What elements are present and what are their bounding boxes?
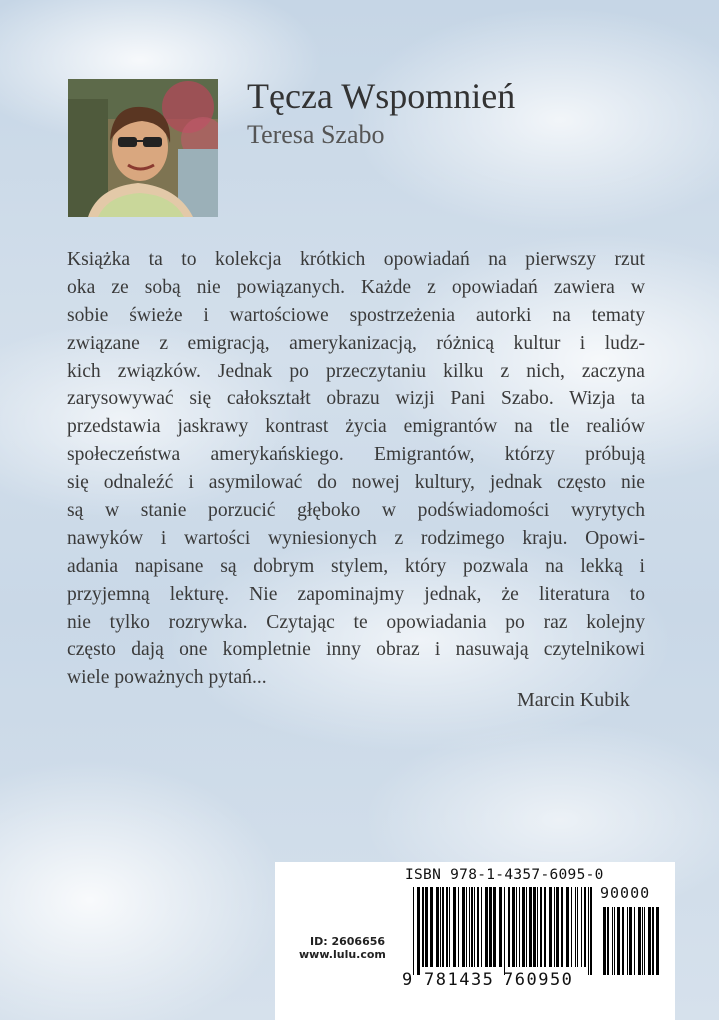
barcode-bar xyxy=(549,887,552,967)
barcode-bar xyxy=(442,887,444,967)
ean-left-digits: 781435 xyxy=(424,970,495,990)
barcode-bar xyxy=(544,887,546,967)
barcode-bar xyxy=(617,907,620,975)
barcode-bar xyxy=(422,887,424,967)
barcode-bar xyxy=(453,887,456,967)
barcode-bar xyxy=(575,887,576,967)
barcode-bar xyxy=(471,887,473,967)
blurb-line: adania napisane są dobrym stylem, który pozwala na lekką i xyxy=(67,555,645,577)
barcode-bar xyxy=(522,887,525,967)
blurb-signature: Marcin Kubik xyxy=(517,689,630,711)
barcode-bar xyxy=(417,887,420,975)
barcode-bar xyxy=(537,887,538,967)
barcode-bar xyxy=(577,887,578,967)
barcode-bar xyxy=(656,907,659,975)
barcode-bar xyxy=(584,887,586,967)
barcode-bar xyxy=(554,887,555,967)
barcode-bar xyxy=(622,907,624,975)
barcode-bar xyxy=(571,887,572,967)
barcode-bar xyxy=(508,887,510,967)
blurb-text xyxy=(67,246,645,692)
barcode-bar xyxy=(561,887,563,967)
barcode-bar xyxy=(449,887,450,967)
barcode-bar xyxy=(529,887,532,967)
isbn-barcode-panel xyxy=(275,862,675,1020)
blurb-line: się odnaleźć i asymilować do nowej kultury, jednak często nie xyxy=(67,472,645,494)
blurb-line: oka ze sobą nie powiązanych. Każde z opowiadań zawiera w xyxy=(67,276,645,298)
blurb-line: Książka ta to kolekcja krótkich opowiadań na pierwszy rzut xyxy=(67,249,645,270)
barcode-bar xyxy=(485,887,488,967)
barcode-bar xyxy=(446,887,448,967)
barcode-bar xyxy=(469,887,470,967)
barcode-bar xyxy=(607,907,609,975)
blurb-line: zarysowywać się całokształt obrazu wizji Pani Szabo. Wizja ta xyxy=(67,388,645,410)
blurb-line: społeczeństwa amerykańskiego. Emigrantów, którzy próbują xyxy=(67,444,645,466)
barcode-bar xyxy=(436,887,439,967)
book-title: Tęcza Wspomnień xyxy=(247,76,516,116)
blurb-line: przedstawia jaskrawy kontrast życia emigrantów na tle realiów xyxy=(67,416,645,438)
publisher-id: ID: 2606656 xyxy=(310,935,386,948)
barcode-bar xyxy=(477,887,479,967)
blurb-line: przyjemną lekturę. Nie zapominajmy jednak, że literatura to xyxy=(67,583,645,605)
barcode-bar xyxy=(648,907,651,975)
barcode-bar xyxy=(413,887,414,975)
barcode-bar xyxy=(526,887,527,967)
author-photo xyxy=(68,79,218,217)
author-portrait-image xyxy=(68,79,218,217)
barcode-bar xyxy=(588,887,589,975)
barcode-bar xyxy=(566,887,569,967)
isbn-number: ISBN 978-1-4357-6095-0 xyxy=(405,867,604,883)
barcode-bar xyxy=(634,907,635,975)
barcode-bar xyxy=(644,907,645,975)
barcode-bar xyxy=(462,887,465,967)
barcode-bar xyxy=(590,887,592,975)
barcode-bar xyxy=(516,887,517,967)
barcode-bar xyxy=(466,887,467,967)
barcode-bar xyxy=(533,887,536,967)
barcode-bar xyxy=(603,907,606,975)
publisher-url: www.lulu.com xyxy=(299,948,386,961)
barcode-bar xyxy=(493,887,496,967)
barcode-bar xyxy=(556,887,559,967)
barcode-bar xyxy=(430,887,433,967)
ean-lead-digit: 9 xyxy=(402,970,413,990)
barcode-bar xyxy=(642,907,643,975)
barcode-bar xyxy=(425,887,428,967)
barcode-bar xyxy=(458,887,459,967)
barcode-bar xyxy=(614,907,615,975)
barcode-bar xyxy=(512,887,515,967)
barcode-bar xyxy=(474,887,475,967)
barcode-bar xyxy=(489,887,492,967)
barcode-bar xyxy=(440,887,441,967)
barcode-bar xyxy=(627,907,628,975)
barcode-bar xyxy=(629,907,632,975)
barcode-bar xyxy=(481,887,482,967)
blurb-line: wiele poważnych pytań... xyxy=(67,667,267,689)
barcode-bar xyxy=(652,907,654,975)
blurb-line: nie tylko rozrywka. Czytając te opowiadania po raz kolejny xyxy=(67,611,645,633)
barcode-bar xyxy=(504,887,505,975)
blurb-line: sobie świeże i wartościowe spostrzeżenia autorki na tematy xyxy=(67,304,645,326)
blurb-line: nawyków i wartości wyniesionych z rodzimego kraju. Opowi- xyxy=(67,527,645,549)
blurb-line: są w stanie porzucić głęboko w podświadomości wyrytych xyxy=(67,500,645,522)
book-author: Teresa Szabo xyxy=(247,120,385,149)
blurb-line: często dają one kompletnie inny obraz i nasuwają czytelnikowi xyxy=(67,639,645,661)
barcode-bar xyxy=(499,887,502,967)
barcode-bar xyxy=(540,887,542,967)
blurb-line: związane z emigracją, amerykanizacją, różnicą kultur i ludz- xyxy=(67,332,645,354)
ean-right-digits: 760950 xyxy=(503,970,574,990)
barcode-bar xyxy=(519,887,520,967)
barcode-addon-number: 90000 xyxy=(600,884,651,902)
barcode-bar xyxy=(612,907,613,975)
blurb-line: kich związków. Jednak po przeczytaniu kilku z nich, zaczyna xyxy=(67,360,645,382)
barcode-bar xyxy=(638,907,641,975)
barcode-bar xyxy=(581,887,582,967)
